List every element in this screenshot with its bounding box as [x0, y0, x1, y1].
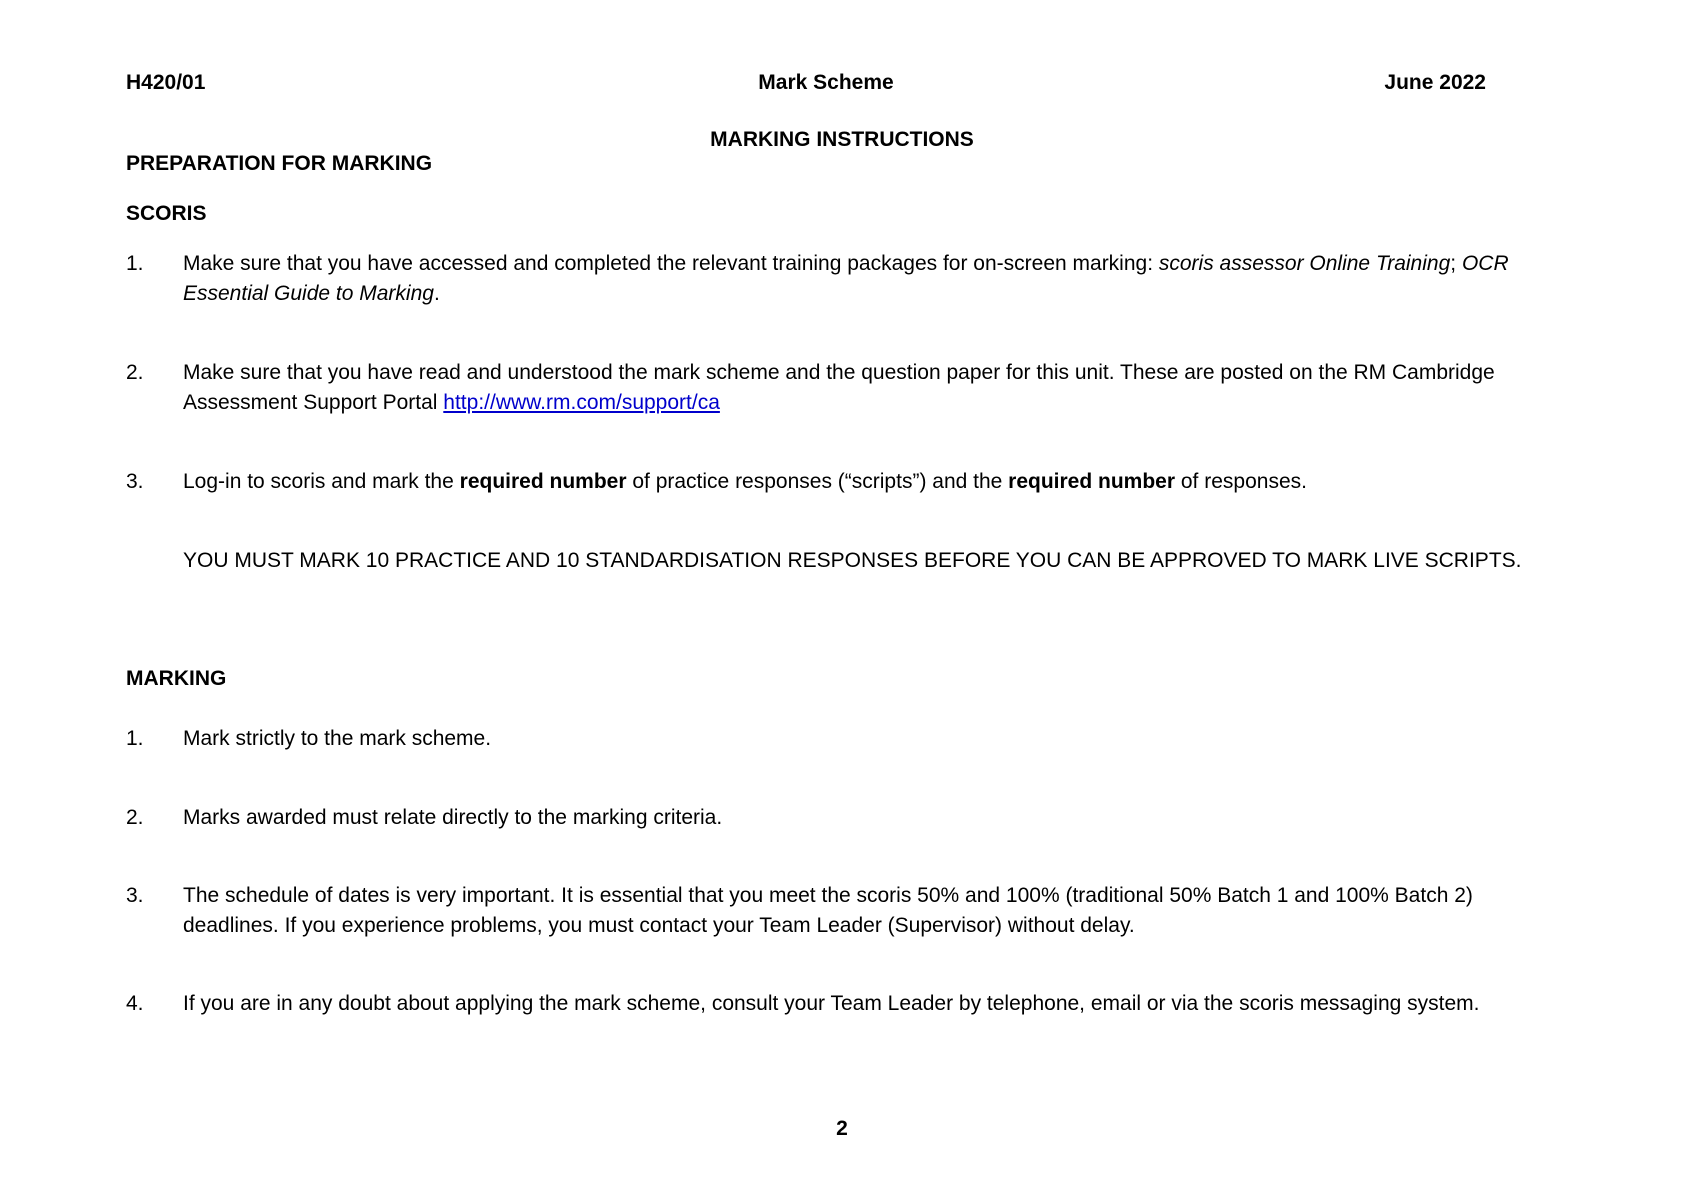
paper-code: H420/01 — [126, 71, 206, 94]
marking-item-3 — [126, 881, 1566, 941]
scoris-heading: SCORIS — [126, 202, 207, 225]
item-text: Log-in to scoris and mark the required number of practice responses (“scripts”) and the required number of responses. — [183, 470, 1307, 493]
marking-item-1 — [126, 724, 1566, 754]
preparation-item-3 — [126, 467, 1566, 497]
marking-item-4 — [126, 989, 1566, 1019]
item-number: 1. — [126, 252, 144, 275]
support-portal-link[interactable]: http://www.rm.com/support/ca — [443, 391, 720, 414]
standardisation-note: YOU MUST MARK 10 PRACTICE AND 10 STANDARDISATION RESPONSES BEFORE YOU CAN BE APPROVED TO MARK LIVE SCRIPTS. — [183, 549, 1522, 572]
page-number: 2 — [836, 1117, 848, 1140]
marking-item-2 — [126, 803, 1566, 833]
header-date: June 2022 — [1384, 71, 1486, 94]
item-text: The schedule of dates is very important. It is essential that you meet the scoris 50% and 100% (traditional 50% Batch 1 and 100% Batch 2) deadlines. If you experience problems, you must contact your Team Leader (Supervisor) without delay. — [183, 884, 1473, 937]
document-title: MARKING INSTRUCTIONS — [710, 128, 974, 151]
item-text: Make sure that you have accessed and completed the relevant training packages for on-screen marking: scoris assessor Online Training; OCR Essential Guide to Marking. — [183, 252, 1509, 305]
header-title: Mark Scheme — [758, 71, 894, 94]
training-name: scoris assessor Online Training — [1158, 252, 1451, 275]
item-number: 2. — [126, 361, 144, 384]
preparation-item-1 — [126, 249, 1566, 309]
preparation-heading: PREPARATION FOR MARKING — [126, 152, 433, 175]
item-number: 4. — [126, 992, 144, 1015]
item-text: Make sure that you have read and understood the mark scheme and the question paper for this unit. These are posted on the RM Cambridge Assessment Support Portal http://www.rm.com/support/ca — [183, 361, 1495, 414]
item-text: If you are in any doubt about applying the mark scheme, consult your Team Leader by telephone, email or via the scoris messaging system. — [183, 992, 1480, 1015]
item-number: 1. — [126, 727, 144, 750]
item-text: Marks awarded must relate directly to the marking criteria. — [183, 806, 723, 829]
item-number: 2. — [126, 806, 144, 829]
guide-name: OCR Essential Guide to Marking — [183, 252, 1509, 305]
item-text: Mark strictly to the mark scheme. — [183, 727, 492, 750]
marking-heading: MARKING — [126, 667, 227, 690]
preparation-item-2 — [126, 358, 1566, 418]
item-number: 3. — [126, 884, 144, 907]
item-number: 3. — [126, 470, 144, 493]
page-header — [126, 68, 1486, 98]
